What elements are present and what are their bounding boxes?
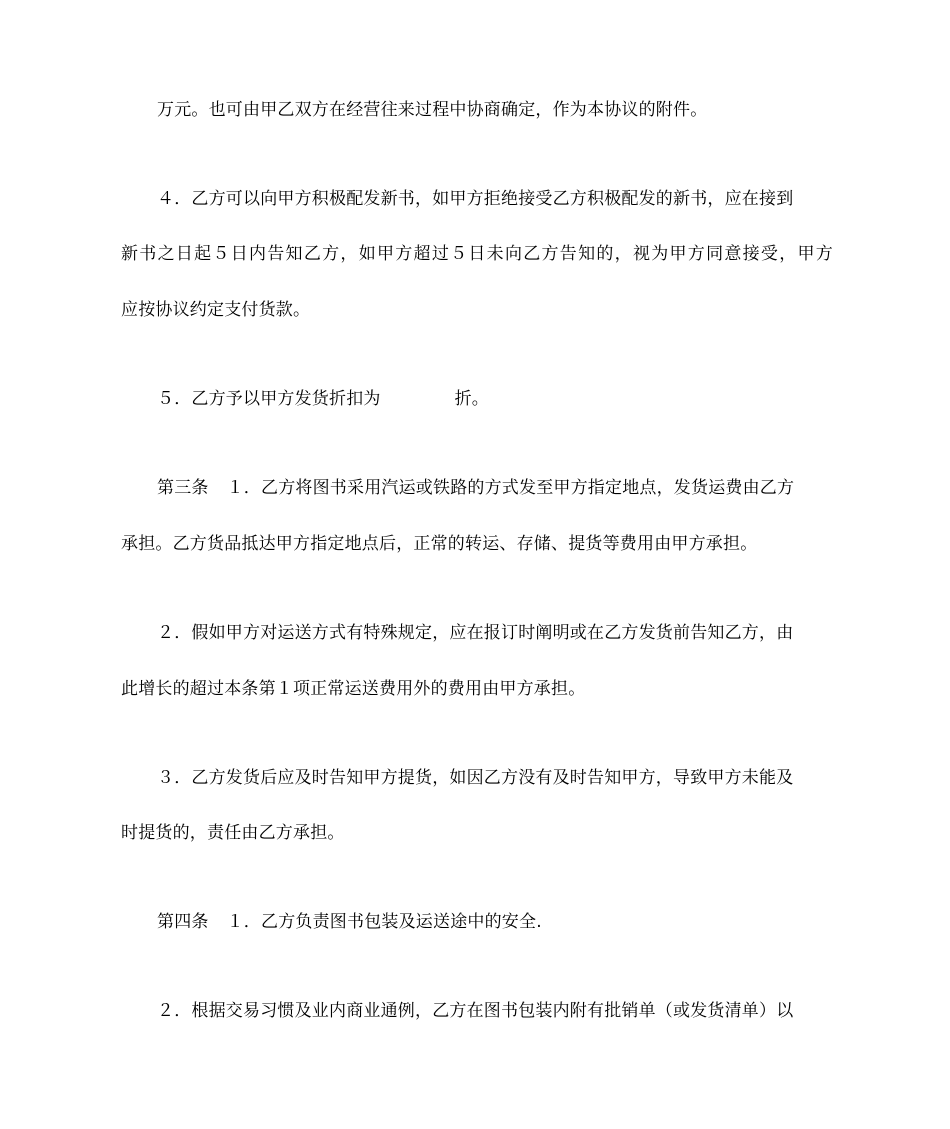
paragraph-line (121, 821, 833, 845)
paragraph-line (121, 242, 833, 266)
text-line: ５．乙方予以甲方发货折扣为 (157, 389, 381, 409)
text-line: 时提货的，责任由乙方承担。 (121, 823, 345, 843)
paragraph-line (157, 187, 833, 211)
text-line: ４．乙方可以向甲方积极配发新书，如甲方拒绝接受乙方积极配发的新书，应在接到 (157, 189, 794, 209)
text-line: ３．乙方发货后应及时告知甲方提货，如因乙方没有及时告知甲方，导致甲方未能及 (157, 768, 794, 788)
text-line: 承担。乙方货品抵达甲方指定地点后，正常的转运、存储、提货等费用由甲方承担。 (121, 534, 758, 554)
paragraph-line (157, 387, 869, 411)
article-heading: 第三条 (157, 478, 209, 498)
text-line: 应按协议约定支付货款。 (121, 300, 311, 320)
paragraph-line (157, 98, 869, 122)
paragraph-line (121, 677, 833, 701)
paragraph-line (157, 476, 833, 500)
text-line: 新书之日起５日内告知乙方，如甲方超过５日未向乙方告知的，视为甲方同意接受，甲方 (121, 244, 833, 264)
text-line: １．乙方负责图书包装及运送途中的安全. (226, 912, 542, 932)
paragraph-line (121, 298, 833, 322)
text-line: ２．根据交易习惯及业内商业通例，乙方在图书包装内附有批销单（或发货清单）以 (157, 1001, 794, 1021)
text-line: 万元。也可由甲乙双方在经营往来过程中协商确定，作为本协议的附件。 (157, 100, 708, 120)
paragraph-line (121, 532, 833, 556)
text-line: 折。 (454, 389, 490, 409)
article-heading: 第四条 (157, 912, 209, 932)
text-line: ２．假如甲方对运送方式有特殊规定，应在报订时阐明或在乙方发货前告知乙方，由 (157, 623, 794, 643)
text-line: １．乙方将图书采用汽运或铁路的方式发至甲方指定地点，发货运费由乙方 (226, 478, 795, 498)
paragraph-line (157, 766, 833, 790)
paragraph-line (157, 999, 833, 1023)
paragraph-line (157, 910, 869, 934)
paragraph-line (157, 621, 833, 645)
text-line: 此增长的超过本条第１项正常运送费用外的费用由甲方承担。 (121, 679, 586, 699)
